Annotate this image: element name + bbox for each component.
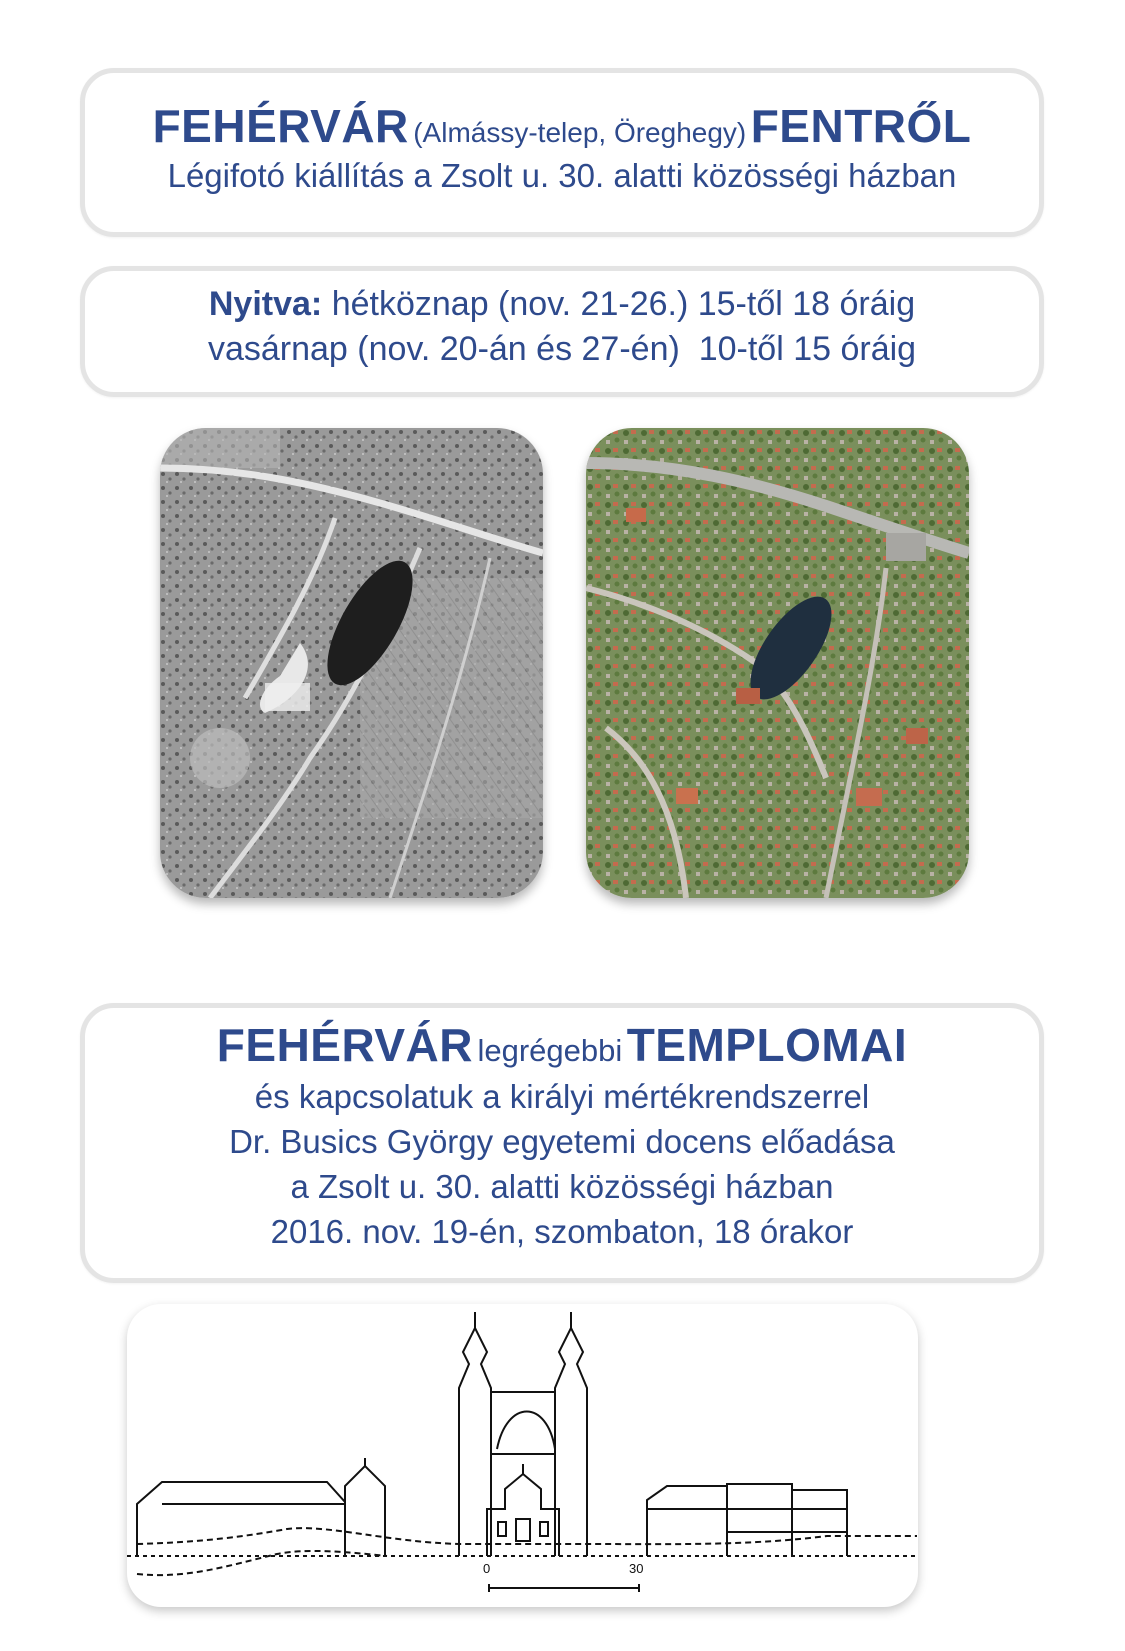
lecture-city: FEHÉRVÁR: [216, 1019, 473, 1071]
exhibition-title-box: [80, 68, 1044, 237]
sunday-hours: vasárnap (nov. 20-án és 27-én) 10-től 15 óráig: [207, 330, 917, 368]
lecture-line-3: Dr. Busics György egyetemi docens előadása: [229, 1123, 895, 1160]
lecture-churches: TEMPLOMAI: [626, 1019, 908, 1071]
opening-hours-box: [80, 266, 1044, 397]
scale-end-label: 30: [629, 1561, 644, 1576]
weekday-hours-text: hétköznap (nov. 21-26.) 15-től 18 óráig: [331, 285, 916, 323]
lecture-line-4: a Zsolt u. 30. alatti közösségi házban: [290, 1168, 834, 1205]
title-districts: (Almássy-telep, Öreghegy): [413, 117, 747, 148]
lecture-box: [80, 1003, 1044, 1283]
right-building-3: [792, 1490, 847, 1556]
historic-aerial-photo: [160, 428, 543, 898]
left-tower: [345, 1466, 385, 1556]
lecture-line-5: 2016. nov. 19-én, szombaton, 18 órakor: [270, 1213, 854, 1250]
church-elevation-drawing: [127, 1304, 918, 1607]
open-label: Nyitva:: [208, 285, 323, 323]
lecture-line-2: és kapcsolatuk a királyi mértékrendszerrel: [254, 1078, 870, 1115]
right-building-2: [727, 1484, 792, 1556]
title-from-above: FENTRŐL: [750, 100, 972, 152]
lecture-title: [85, 1018, 1039, 1072]
scale-start-label: 0: [483, 1561, 491, 1576]
modern-aerial-photo: [586, 428, 969, 898]
lecture-oldest: legrégebbi: [477, 1033, 623, 1068]
exhibition-subtitle: Légifotó kiállítás a Zsolt u. 30. alatti közösségi házban: [167, 157, 957, 194]
title-city: FEHÉRVÁR: [152, 100, 409, 152]
left-building: [137, 1482, 345, 1556]
weekday-hours: [85, 285, 1039, 324]
right-building-1: [647, 1486, 727, 1556]
exhibition-title: [85, 99, 1039, 153]
